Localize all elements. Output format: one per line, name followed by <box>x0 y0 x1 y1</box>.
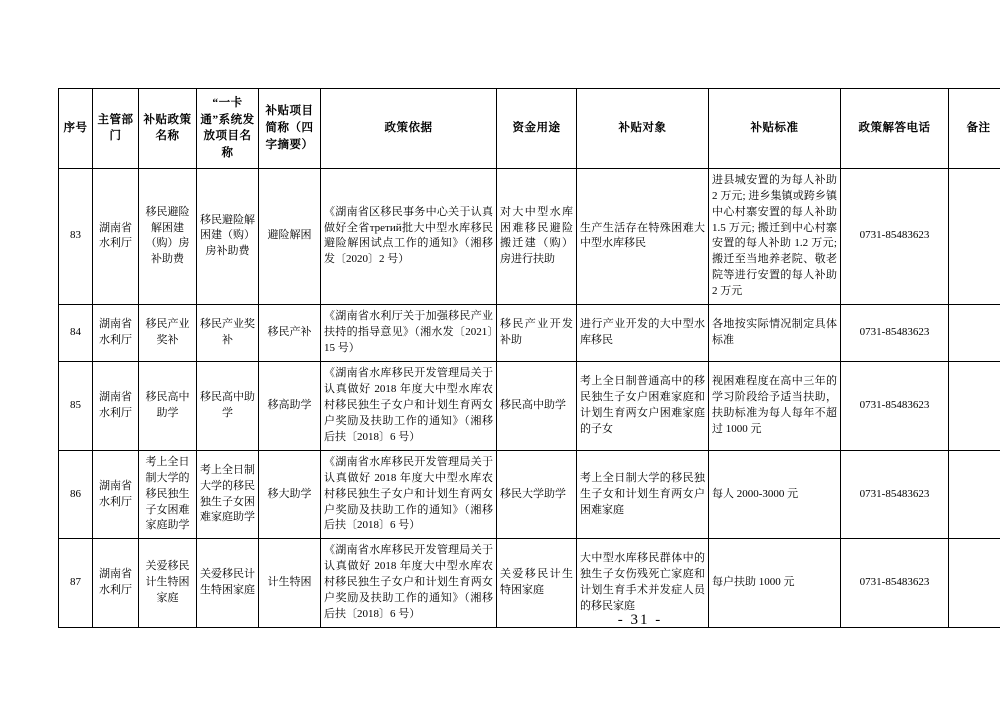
table-row <box>59 450 1000 539</box>
cell-abbreviation: 移大助学 <box>259 450 321 539</box>
cell-subsidy-standard: 每人 2000-3000 元 <box>709 450 841 539</box>
column-header-department: 主管部门 <box>93 89 139 169</box>
column-header-remark: 备注 <box>949 89 1000 169</box>
column-header-policy-basis: 政策依据 <box>321 89 497 169</box>
cell-department: 湖南省水利厅 <box>93 362 139 451</box>
cell-fund-use: 移民产业开发补助 <box>497 305 577 362</box>
cell-seq: 84 <box>59 305 93 362</box>
cell-abbreviation: 移高助学 <box>259 362 321 451</box>
cell-policy-basis: 《湖南省水利厅关于加强移民产业扶持的指导意见》（湘水发〔2021〕15 号） <box>321 305 497 362</box>
cell-subsidy-target: 考上全日制普通高中的移民独生子女户困难家庭和计划生育两女户困难家庭的子女 <box>577 362 709 451</box>
cell-fund-use: 移民高中助学 <box>497 362 577 451</box>
cell-system-name: 关爱移民计生特困家庭 <box>197 539 259 628</box>
table-header <box>59 89 1000 169</box>
column-header-fund-use: 资金用途 <box>497 89 577 169</box>
cell-policy-basis: 《湖南省水库移民开发管理局关于认真做好 2018 年度大中型水库农村移民独生子女户和计划生育两女户奖励及扶助工作的通知》（湘移后扶〔2018〕6 号） <box>321 450 497 539</box>
cell-hotline: 0731-85483623 <box>841 539 949 628</box>
cell-hotline: 0731-85483623 <box>841 305 949 362</box>
column-header-abbreviation: 补贴项目简称（四字摘要） <box>259 89 321 169</box>
table-row <box>59 362 1000 451</box>
cell-seq: 86 <box>59 450 93 539</box>
column-header-system-name: “一卡通”系统发放项目名称 <box>197 89 259 169</box>
cell-subsidy-standard: 各地按实际情况制定具体标准 <box>709 305 841 362</box>
cell-hotline: 0731-85483623 <box>841 168 949 305</box>
cell-subsidy-target: 大中型水库移民群体中的独生子女伤残死亡家庭和计划生育手术并发症人员的移民家庭 <box>577 539 709 628</box>
cell-system-name: 移民避险解困建（购）房补助费 <box>197 168 259 305</box>
cell-department: 湖南省水利厅 <box>93 168 139 305</box>
cell-policy-name: 移民避险解困建（购）房补助费 <box>139 168 197 305</box>
subsidy-table <box>58 88 1000 628</box>
cell-subsidy-target: 考上全日制大学的移民独生子女和计划生育两女户困难家庭 <box>577 450 709 539</box>
cell-system-name: 考上全日制大学的移民独生子女困难家庭助学 <box>197 450 259 539</box>
cell-policy-name: 关爱移民计生特困家庭 <box>139 539 197 628</box>
column-header-hotline: 政策解答电话 <box>841 89 949 169</box>
column-header-policy-name: 补贴政策名称 <box>139 89 197 169</box>
cell-policy-basis: 《湖南省水库移民开发管理局关于认真做好 2018 年度大中型水库农村移民独生子女户和计划生育两女户奖励及扶助工作的通知》（湘移后扶〔2018〕6 号） <box>321 539 497 628</box>
cell-abbreviation: 避险解困 <box>259 168 321 305</box>
cell-department: 湖南省水利厅 <box>93 539 139 628</box>
cell-remark <box>949 362 1000 451</box>
table-row <box>59 305 1000 362</box>
cell-subsidy-target: 进行产业开发的大中型水库移民 <box>577 305 709 362</box>
cell-hotline: 0731-85483623 <box>841 450 949 539</box>
cell-seq: 87 <box>59 539 93 628</box>
cell-fund-use: 对大中型水库困难移民避险搬迁建（购）房进行扶助 <box>497 168 577 305</box>
cell-policy-name: 移民产业奖补 <box>139 305 197 362</box>
cell-remark <box>949 168 1000 305</box>
cell-subsidy-standard: 每户扶助 1000 元 <box>709 539 841 628</box>
cell-seq: 83 <box>59 168 93 305</box>
table-body <box>59 168 1000 627</box>
cell-system-name: 移民产业奖补 <box>197 305 259 362</box>
page-number: - 31 - <box>617 612 663 628</box>
cell-subsidy-standard: 进县城安置的为每人补助 2 万元; 进乡集镇或跨乡镇中心村寨安置的每人补助 1.5 万元; 搬迁到中心村寨安置的每人补助 1.2 万元; 搬迁至当地养老院、敬老院等进行安置的每人补助 2 万元 <box>709 168 841 305</box>
table-row <box>59 168 1000 305</box>
subsidy-table-container <box>58 88 991 628</box>
column-header-subsidy-standard: 补贴标准 <box>709 89 841 169</box>
cell-abbreviation: 计生特困 <box>259 539 321 628</box>
cell-abbreviation: 移民产补 <box>259 305 321 362</box>
cell-subsidy-target: 生产生活存在特殊困难大中型水库移民 <box>577 168 709 305</box>
cell-policy-basis: 《湖南省水库移民开发管理局关于认真做好 2018 年度大中型水库农村移民独生子女户和计划生育两女户奖励及扶助工作的通知》（湘移后扶〔2018〕6 号） <box>321 362 497 451</box>
cell-policy-basis: 《湖南省区移民事务中心关于认真做好全省третий批大中型水库移民避险解困试点工作的通知》（湘移发〔2020〕2 号） <box>321 168 497 305</box>
cell-remark <box>949 305 1000 362</box>
column-header-subsidy-target: 补贴对象 <box>577 89 709 169</box>
cell-department: 湖南省水利厅 <box>93 450 139 539</box>
cell-seq: 85 <box>59 362 93 451</box>
column-header-seq: 序号 <box>59 89 93 169</box>
cell-policy-name: 移民高中助学 <box>139 362 197 451</box>
cell-subsidy-standard: 视困难程度在高中三年的学习阶段给予适当扶助，扶助标准为每人每年不超过 1000 元 <box>709 362 841 451</box>
cell-hotline: 0731-85483623 <box>841 362 949 451</box>
table-header-row <box>59 89 1000 169</box>
cell-fund-use: 关爱移民计生特困家庭 <box>497 539 577 628</box>
cell-policy-name: 考上全日制大学的移民独生子女困难家庭助学 <box>139 450 197 539</box>
cell-remark <box>949 450 1000 539</box>
cell-system-name: 移民高中助学 <box>197 362 259 451</box>
cell-department: 湖南省水利厅 <box>93 305 139 362</box>
cell-fund-use: 移民大学助学 <box>497 450 577 539</box>
